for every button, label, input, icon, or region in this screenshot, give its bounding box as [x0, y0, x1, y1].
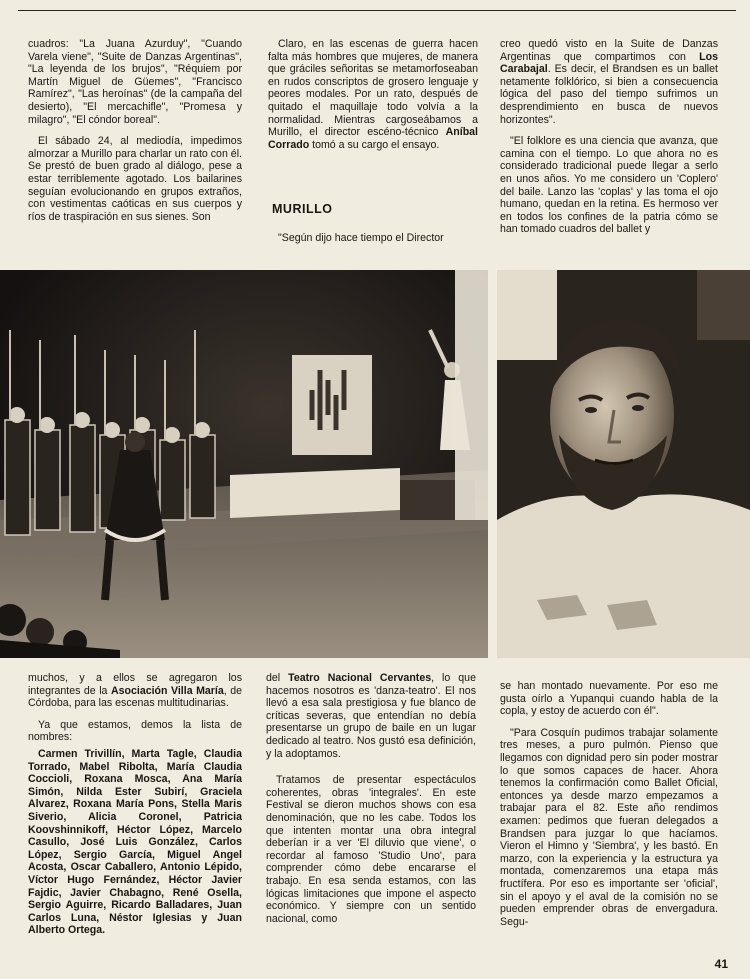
text-span: . Es decir, el Brandsen es un ballet netamente folklórico, si bien a consecuencia lógica del paso del tiempo sufrimos un desprendimiento en busca de nuevos horizontes".: [500, 63, 718, 126]
cast-list: Carmen Trivillín, Marta Tagle, Claudia Torrado, Mabel Ribolta, María Claudia Coccioli, Roxana Mosca, Ana María Simón, Nilda Ester Subirí, Graciela Alvarez, Roxana María Pons, Stella Maris Siverio, Alicia Coronel, Patricia Koovshinnikoff, Héctor López, Marcelo Casullo, José Luis González, Carlos López, Sergio García, Miguel Angel Acosta, Oscar Caballero, Antonio Lépido, Víctor Hugo Fernández, Héctor Javier Fajdic, Javier Chabagno, René Osella, Sergio Aguirre, Ricardo Balladares, Juan Carlos Luna, Néstor Iglesias y Juan Alberto Ortega.: [28, 747, 242, 937]
bottom-col3-paragraph-1: se han montado nuevamente. Por eso me gusta oírlo a Yupanqui cuando habla de la copla, y estoy de acuerdo con él".: [500, 680, 718, 718]
top-col1-paragraph-2: El sábado 24, al mediodía, impedimos almorzar a Murillo para charlar un rato con él. Se prestó de buen grado al diálogo, pese a estar terriblemente agotado. Los bailarines seguían evolucionando en grupos extraños, con vestimentas caóticas en sus cuerpos y ríos de traspiración en sus sienes. Son: [28, 135, 242, 223]
text-span: del: [266, 672, 289, 684]
portrait-photo-image: [497, 270, 750, 658]
text-span: muchos, y a ellos se agregaron los integrantes de la: [28, 672, 242, 697]
bottom-column-1: [28, 672, 242, 946]
portrait-photo: [497, 270, 750, 658]
text-span: tomó a su cargo el ensayo.: [309, 138, 440, 151]
bottom-column-3: [500, 680, 718, 937]
bottom-col1-paragraph-1: [28, 672, 242, 710]
top-col3-paragraph-1: [500, 38, 718, 126]
top-col3-paragraph-2: "El folklore es una ciencia que avanza, que camina con el tiempo. Lo que ahora no es considerado tradicional puede llegar a serlo en unos años. Yo me considero un 'Coplero' del baile. Lanzo las 'coplas' y las toma el ojo humano, quedan en la retina. Es hermoso ver en todos los confines de la patria cómo se han tomado cuadros del ballet y: [500, 135, 718, 236]
bottom-col3-paragraph-2: "Para Cosquín pudimos trabajar solamente tres meses, a puro pulmón. Pienso que llegamos con dignidad pero sin poder mostrar lo que somos capaces de hacer. Ahora tenemos la confirmación como Ballet Oficial, entonces ya desde marzo empezamos a trabajar para el 82. Este año rendimos examen: pedimos que fueran delegados a Brandsen para juzgar lo que hacíamos. Vieron el Himno y 'Siembra', y les bastó. En marzo, con la experiencia y la estructura ya montada, comenzaremos una etapa más fructífera. Por eso es importante ser 'oficial', sin el apoyo y el aval de la comisión no se pueden emprender obras de envergadura. Segu-: [500, 726, 718, 928]
section-heading-murillo: MURILLO: [272, 202, 333, 216]
top-column-1: [28, 38, 242, 232]
name-bold: Teatro Nacional Cervantes: [288, 672, 432, 684]
stage-photo-image: [0, 270, 488, 658]
top-col2-paragraph-1: [268, 38, 478, 151]
bottom-col2-paragraph-1: [266, 672, 476, 760]
text-span: Claro, en las escenas de guerra hacen falta más hombres que mujeres, de manera que gráciles señoritas se metamorfoseaban en rudos conscriptos de grosero lenguaje y peores modales. Por un rato, después de quitado el maquillaje todo volvía a la normalidad. Mientras cargoseábamos a Murillo, el director escéno-técnico: [268, 38, 478, 139]
top-col2-paragraph-2: "Según dijo hace tiempo el Director: [278, 232, 444, 244]
bottom-col2-paragraph-2: Tratamos de presentar espectáculos coherentes, obras 'integrales'. En este Festival se dieron muchos shows con esa denominación, que no les cabe. Todos los que intenten montar una obra integral deberían ir a ver 'El diluvio que viene', o recordar al famoso 'Studio Uno', para comprender cómo debe encararse el trabajo. En esa senda estamos, con las lógicas limitaciones que impone el aspecto económico. Y siempre con un sentido nacional, como: [266, 774, 476, 925]
text-span: , de Córdoba, para las escenas multitudinarias.: [28, 684, 242, 710]
page-number: 41: [714, 957, 728, 971]
top-column-2: [268, 38, 478, 160]
bottom-column-2: [266, 672, 476, 934]
top-column-3: [500, 38, 718, 245]
top-column-2b: [268, 232, 478, 254]
top-rule: [18, 10, 736, 11]
text-span: , lo que hacemos nosotros es 'danza-teatro'. El nos llevó a esa sala prestigiosa y fue blanco de críticas severas, que entendían no debía presentarse un grupo de baile en un lugar dedicado al teatro. Nos gustó esa definición, y la adoptamos.: [266, 672, 476, 760]
top-col1-paragraph-1: cuadros: "La Juana Azurduy", "Cuando Varela viene", "Suite de Danzas Argentinas", "La leyenda de los brujos", "Réquiem por Martín Miguel de Güemes", "Francisco Ramírez", "Las heroínas" (de la campaña del desierto), "El mercachifle", "Promesa y milagro", "El cóndor boreal".: [28, 38, 242, 126]
name-bold: Aníbal Corrado: [268, 126, 478, 151]
name-bold: Asociación Villa María: [110, 684, 224, 697]
stage-photo: [0, 270, 488, 658]
name-bold: Los Carabajal: [500, 50, 718, 76]
bottom-col1-paragraph-2: Ya que estamos, demos la lista de nombres:: [28, 718, 242, 744]
text-span: creo quedó visto en la Suite de Danzas Argentinas que compartimos con: [500, 38, 718, 63]
